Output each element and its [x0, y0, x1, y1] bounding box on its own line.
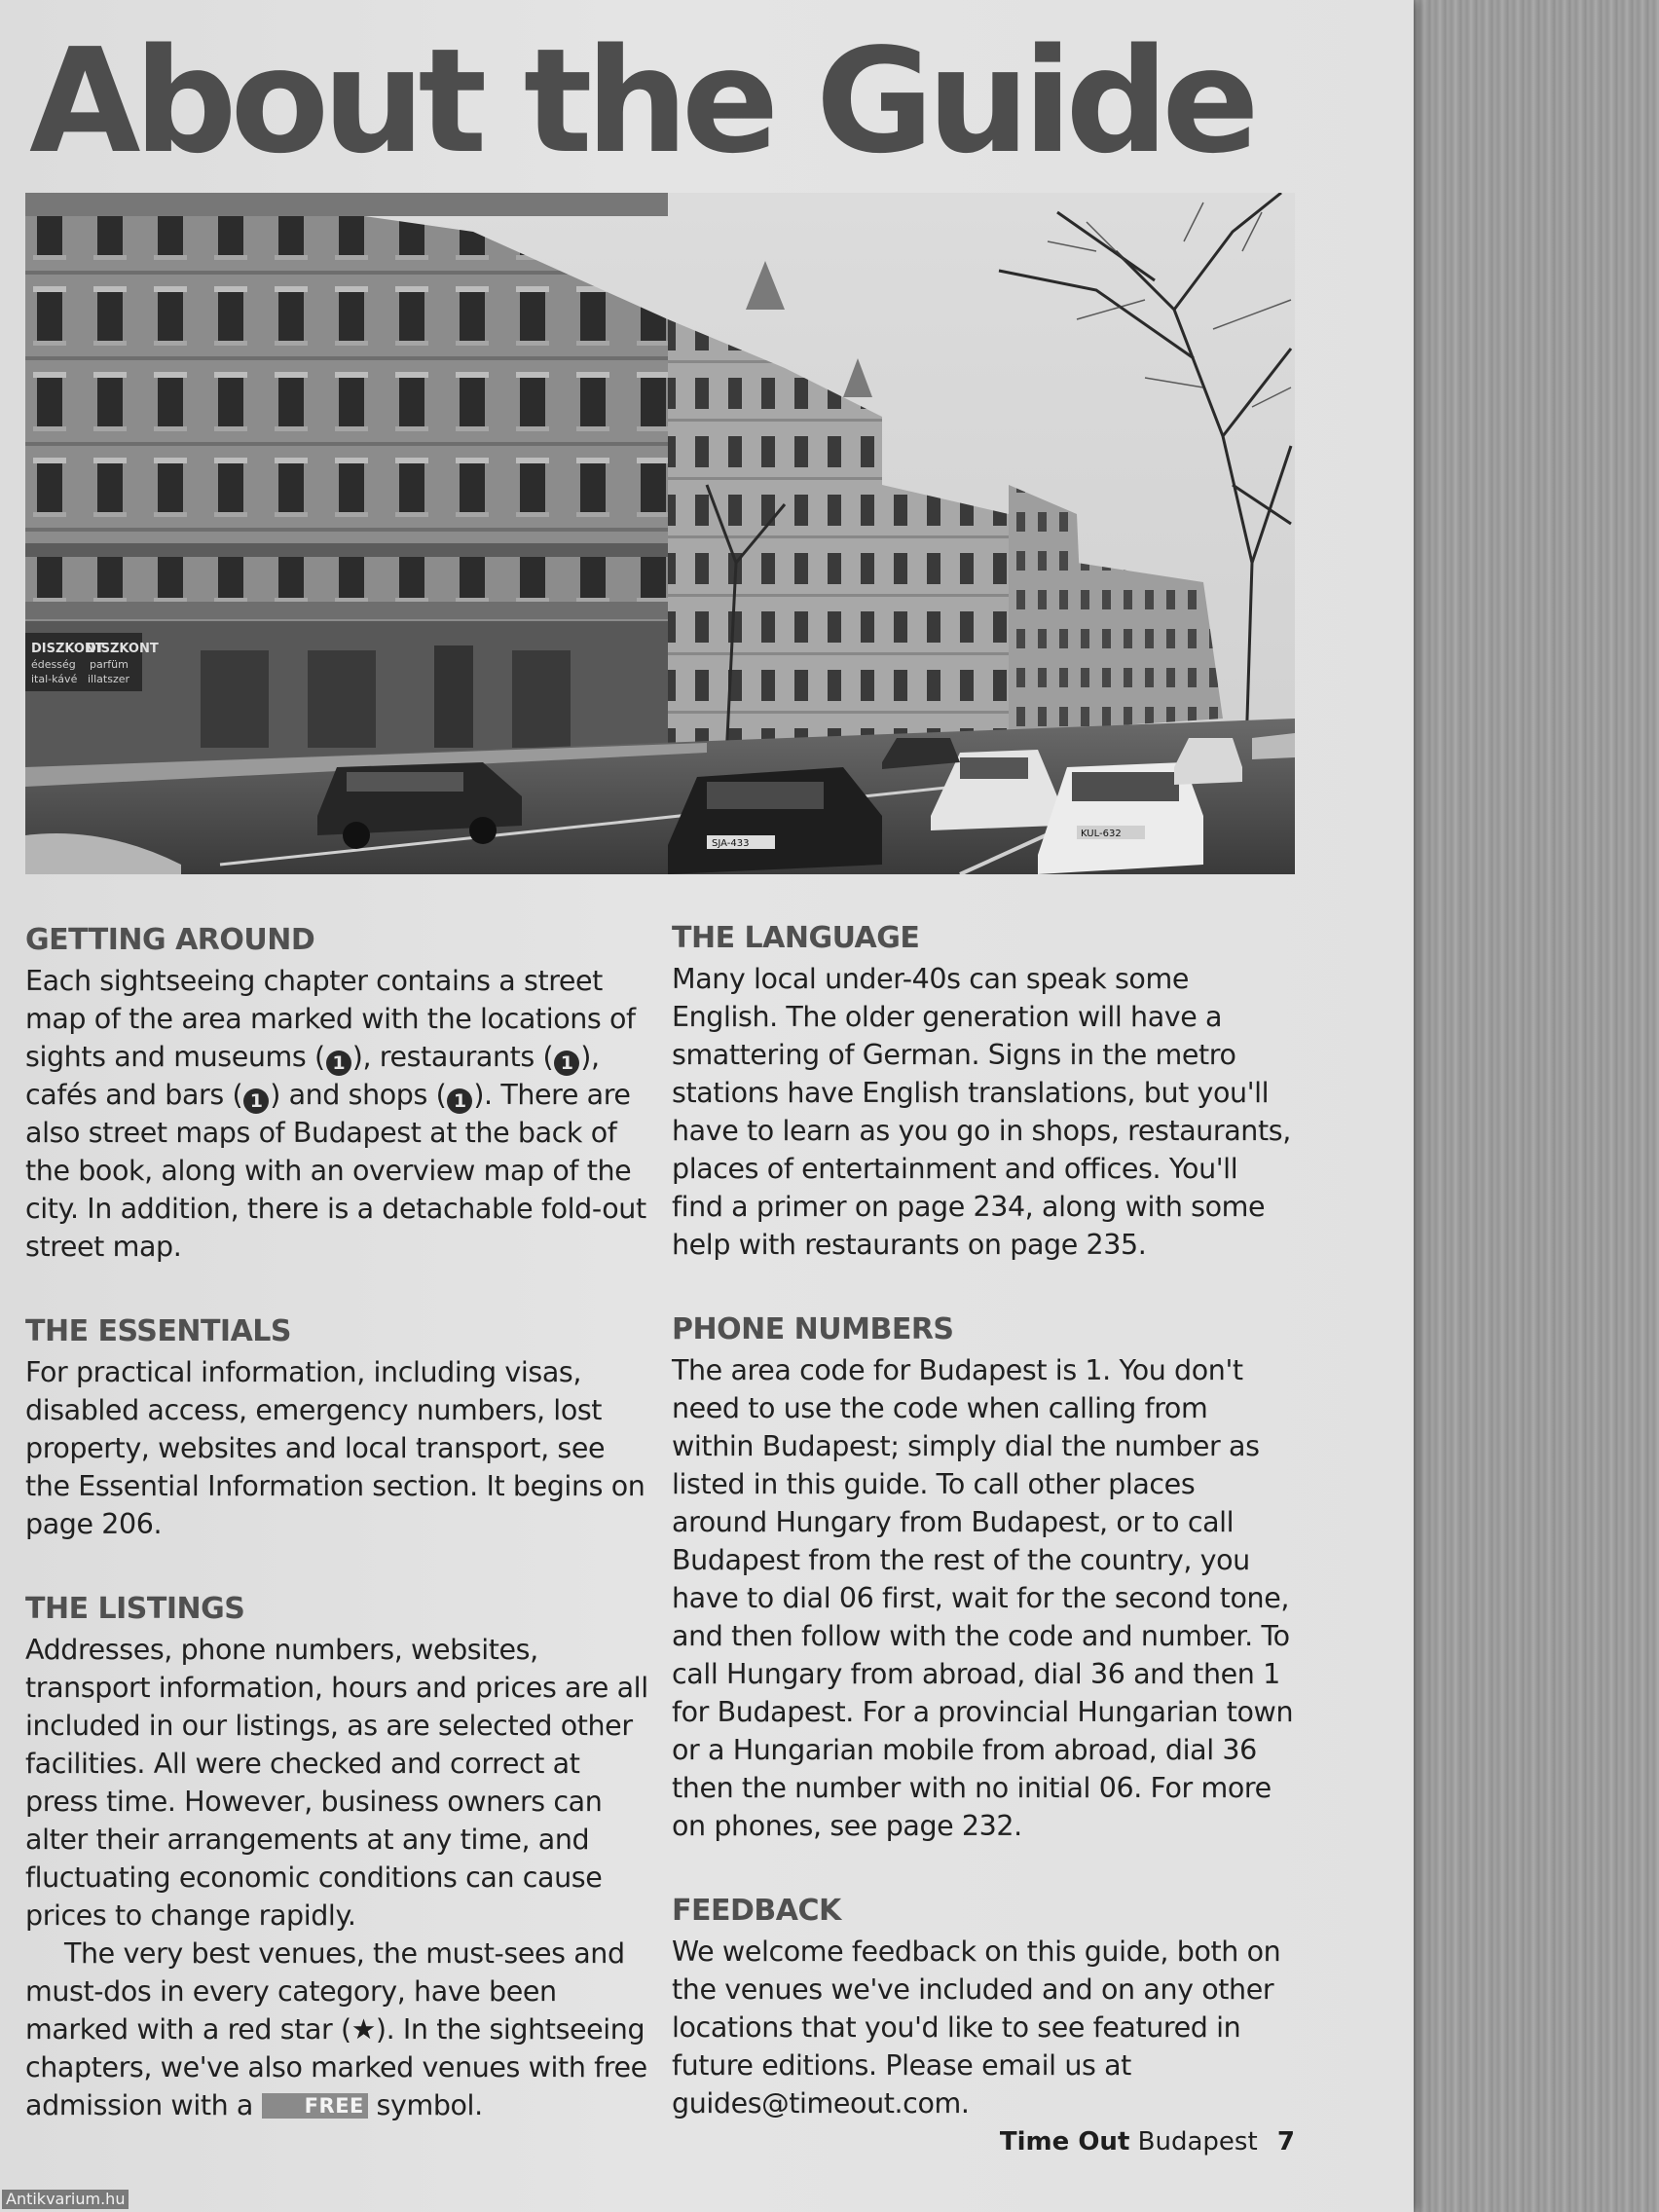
listings-section	[25, 1592, 648, 2124]
page-footer	[1000, 2127, 1295, 2157]
restaurant-marker-icon: 1	[554, 1051, 579, 1076]
right-column	[672, 921, 1295, 2171]
getting-around-text: Each sightseeing chapter contains a street map of the area marked with the locations of sights and museums ( 1 ), restaurants ( 1 ), cafés and bars ( 1 ) and shops ( 1 ). There are also street maps of Budapest at the back of the book, along with an overview map of the city. In addition, there is a detachable fold-out street map.	[25, 965, 646, 1263]
feedback-heading: FEEDBACK	[672, 1894, 841, 1928]
feedback-section	[672, 1894, 1295, 2122]
shop-sign-right: DISZKONT	[86, 642, 159, 656]
essentials-text: For practical information, including visas, disabled access, emergency numbers, lost property, websites and local transport, see the Essential Information section. It begins on page 206.	[25, 1356, 645, 1540]
table-surface	[1414, 0, 1659, 2212]
cafe-marker-icon: 1	[243, 1088, 269, 1114]
shop-marker-icon: 1	[447, 1088, 472, 1114]
shop-sign-line2-left: édesség	[31, 658, 76, 671]
shop-sign-line2-right: parfüm	[90, 658, 129, 671]
sights-marker-icon: 1	[326, 1051, 351, 1076]
essentials-section	[25, 1314, 648, 1543]
free-badge-icon: FREE	[262, 2093, 368, 2119]
phone-numbers-section	[672, 1312, 1295, 1845]
essentials-heading: THE ESSENTIALS	[25, 1314, 292, 1348]
phone-numbers-text: The area code for Budapest is 1. You don't need to use the code when calling from within Budapest; simply dial the number as listed in this guide. To call other places around Hungary from Budapest, or to call Budapest from the rest of the country, you have to dial 06 first, wait for the second tone, and then follow with the code and number. To call Hungary from abroad, dial 36 and then 1 for Budapest. For a provincial Hungarian town or a Hungarian mobile from abroad, dial 36 then the number with no initial 06. For more on phones, see page 232.	[672, 1354, 1294, 1842]
shop-sign-left: DISZKONT	[31, 642, 104, 656]
listings-text: Addresses, phone numbers, websites, transport information, hours and prices are all included in our listings, as are selected other facilities. All were checked and correct at press time. However, business owners can alter their arrangements at any time, and fluctuating economic conditions can cause prices to change rapidly.	[25, 1634, 648, 1932]
language-heading: THE LANGUAGE	[672, 921, 920, 955]
license-plate-1: SJA-433	[712, 838, 750, 849]
watermark: Antikvarium.hu	[2, 2190, 129, 2209]
shop-sign-line3-left: ital-kávé	[31, 673, 78, 685]
feedback-text: We welcome feedback on this guide, both on the venues we've included and on any other locations that you'd like to see featured in future editions. Please email us at guides@timeout.com.	[672, 1936, 1281, 2120]
license-plate-2: KUL-632	[1081, 829, 1122, 839]
page-title: About the Guide	[29, 18, 1253, 185]
left-column	[25, 923, 648, 2173]
footer-brand: Time Out	[999, 2127, 1130, 2157]
phone-numbers-heading: PHONE NUMBERS	[672, 1312, 954, 1346]
shop-sign-line3-right: illatszer	[88, 673, 130, 685]
getting-around-heading: GETTING AROUND	[25, 923, 315, 957]
page-number: 7	[1276, 2127, 1295, 2157]
listings-heading: THE LISTINGS	[25, 1592, 245, 1626]
listings-text-2: The very best venues, the must-sees and must-dos in every category, have been marked with a red star (★). In the sightseeing chapters, we've also marked venues with free admission with a FREE symbol.	[25, 1937, 647, 2121]
getting-around-section	[25, 923, 648, 1266]
language-section	[672, 921, 1295, 1264]
language-text: Many local under-40s can speak some English. The older generation will have a smattering of German. Signs in the metro stations have English translations, but you'll have to learn as you go in shops, restaurants, places of entertainment and offices. You'll find a primer on page 234, along with some help with restaurants on page 235.	[672, 963, 1291, 1261]
footer-city: Budapest	[1137, 2127, 1258, 2157]
street-photo	[25, 193, 1295, 874]
